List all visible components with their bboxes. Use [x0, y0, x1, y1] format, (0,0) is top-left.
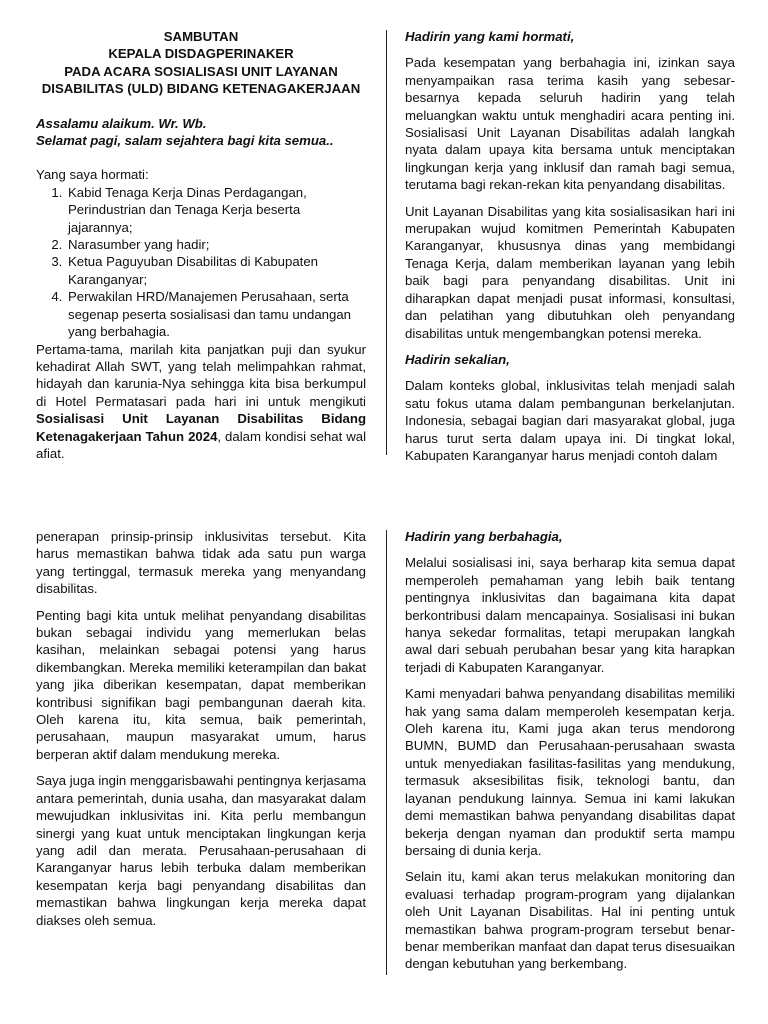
addressee-list: [36, 184, 366, 341]
list-item: 3. Ketua Paguyuban Disabilitas di Kabupaten Karanganyar;: [66, 253, 366, 288]
section-heading: Hadirin sekalian,: [405, 351, 510, 367]
title-line: SAMBUTAN: [163, 29, 239, 44]
paragraph: Kami menyadari bahwa penyandang disabilitas memiliki hak yang sama dalam memperoleh kesempatan kerja. Oleh karena itu, Kami juga akan terus mendorong BUMN, BUMD dan Perusahaan-perusahaan swasta untuk menyediakan fasilitas-fasilitas yang mendukung, termasuk aksesibilitas fisik, teknologi bantu, dan layanan pendukung lainnya. Semua ini kami lakukan demi memastikan bahwa penyandang disabilitas dapat bekerja dengan nyaman dan produktif serta mampu bersaing di dunia kerja.: [405, 686, 735, 858]
section-heading: Hadirin yang berbahagia,: [405, 529, 563, 544]
paragraph: Pada kesempatan yang berbahagia ini, izinkan saya menyampaikan rasa terima kasih yang sebesar-besarnya kepada seluruh hadirin yang telah meluangkan waktu untuk menghadiri acara penting ini. Sosialisasi Unit Layanan Disabilitas adalah langkah nyata dalam upaya kita bersama untuk menciptakan lingkungan kerja yang inklusif dan ramah bagi semua, terutama bagi rekan-rekan kita penyandang disabilitas.: [405, 55, 735, 193]
section-heading: Hadirin yang kami hormati,: [405, 29, 575, 44]
speech-title: [36, 28, 366, 98]
paragraph: Saya juga ingin menggarisbawahi pentingnya kerjasama antara pemerintah, dunia usaha, dan masyarakat dalam mewujudkan inklusivitas ini. Kita perlu membangun sinergi yang kuat untuk menciptakan lingkungan kerja yang adil dan merata. Perusahaan-perusahaan di Karanganyar harus lebih terbuka dalam memberikan kesempatan kerja bagi penyandang disabilitas dan memastikan bahwa lingkungan kerja mereka dapat diakses oleh semua.: [36, 773, 366, 928]
page2-left-column: [36, 528, 366, 929]
title-line: DISABILITAS (ULD) BIDANG KETENAGAKERJAAN: [41, 81, 361, 97]
title-line: KEPALA DISDAGPERINAKER: [108, 46, 294, 62]
opening-text-end: , dalam kondisi sehat wal afiat.: [36, 428, 366, 461]
paragraph: Penting bagi kita untuk melihat penyandang disabilitas bukan sebagai individu yang memerlukan belas kasihan, melainkan sebagai potensi yang harus dikembangkan. Mereka memiliki keterampilan dan bakat yang jika diberikan kesempatan, dapat memberikan kontribusi signifikan bagi pembangunan daerah kita. Oleh karena itu, kita semua, baik pemerintah, perusahaan, maupun masyarakat umum, harus berperan aktif dalam mendukung mereka.: [36, 607, 366, 762]
list-item: 4. Perwakilan HRD/Manajemen Perusahaan, serta segenap peserta sosialisasi dan tamu undangan yang berbahagia.: [66, 288, 366, 340]
page1-right-column: [405, 28, 735, 464]
opening-text: Pertama-tama, marilah kita panjatkan puji dan syukur kehadirat Allah SWT, yang telah melimpahkan rahmat, hidayah dan karunia-Nya sehingga kita bisa berkumpul di Hotel Permatasari pada hari ini untuk mengikuti: [36, 341, 366, 409]
column-divider-top: [386, 30, 387, 455]
event-name: Sosialisasi Unit Layanan Disabilitas Bidang Ketenagakerjaan Tahun 2024: [36, 411, 366, 444]
paragraph: penerapan prinsip-prinsip inklusivitas tersebut. Kita harus memastikan bahwa tidak ada satu pun warga yang tertinggal, termasuk mereka yang menyandang disabilitas.: [36, 529, 366, 597]
paragraph: Selain itu, kami akan terus melakukan monitoring dan evaluasi terhadap program-program yang dijalankan oleh Unit Layanan Disabilitas. Hal ini penting untuk memastikan bahwa program-program tersebut benar-benar memberikan manfaat dan dapat terus disesuaikan dengan kebutuhan yang berkembang.: [405, 869, 735, 972]
title-line: PADA ACARA SOSIALISASI UNIT LAYANAN: [64, 63, 338, 79]
list-item: 1. Kabid Tenaga Kerja Dinas Perdagangan, Perindustrian dan Tenaga Kerja beserta jajarannya;: [66, 184, 366, 236]
paragraph: Dalam konteks global, inklusivitas telah menjadi salah satu fokus utama dalam pembangunan berkelanjutan. Indonesia, sebagai bagian dari masyarakat global, juga harus turut serta dalam upaya ini. Di tingkat lokal, Kabupaten Karanganyar harus menjadi contoh dalam: [405, 378, 735, 463]
addressee-intro: Yang saya hormati:: [36, 167, 149, 183]
greeting-morning: Selamat pagi, salam sejahtera bagi kita semua..: [36, 133, 334, 149]
greeting-salam: Assalamu alaikum. Wr. Wb.: [36, 115, 207, 131]
column-divider-bottom: [386, 530, 387, 975]
opening-paragraph: [36, 341, 366, 463]
list-item: 2. Narasumber yang hadir;: [66, 236, 366, 253]
paragraph: Melalui sosialisasi ini, saya berharap kita semua dapat memperoleh pemahaman yang lebih baik tentang pentingnya inklusivitas dan bagaimana kita dapat berkontribusi dalam mencapainya. Sosialisasi ini bukan hanya sekedar formalitas, tetapi merupakan langkah awal dari sebuah perubahan besar yang kita harapkan terjadi di Kabupaten Karanganyar.: [405, 555, 735, 675]
page2-right-column: [405, 528, 735, 973]
paragraph: Unit Layanan Disabilitas yang kita sosialisasikan hari ini merupakan wujud komitmen Pemerintah Kabupaten Karanganyar, khususnya dinas yang membidangi Tenaga Kerja, dalam memberikan layanan yang lebih baik bagi para penyandang disabilitas. Unit ini diharapkan dapat menjadi pusat informasi, konsultasi, dan pelatihan yang dibutuhkan oleh penyandang disabilitas untuk mengembangkan potensi mereka.: [405, 203, 735, 341]
page1-left-column: [36, 28, 366, 462]
